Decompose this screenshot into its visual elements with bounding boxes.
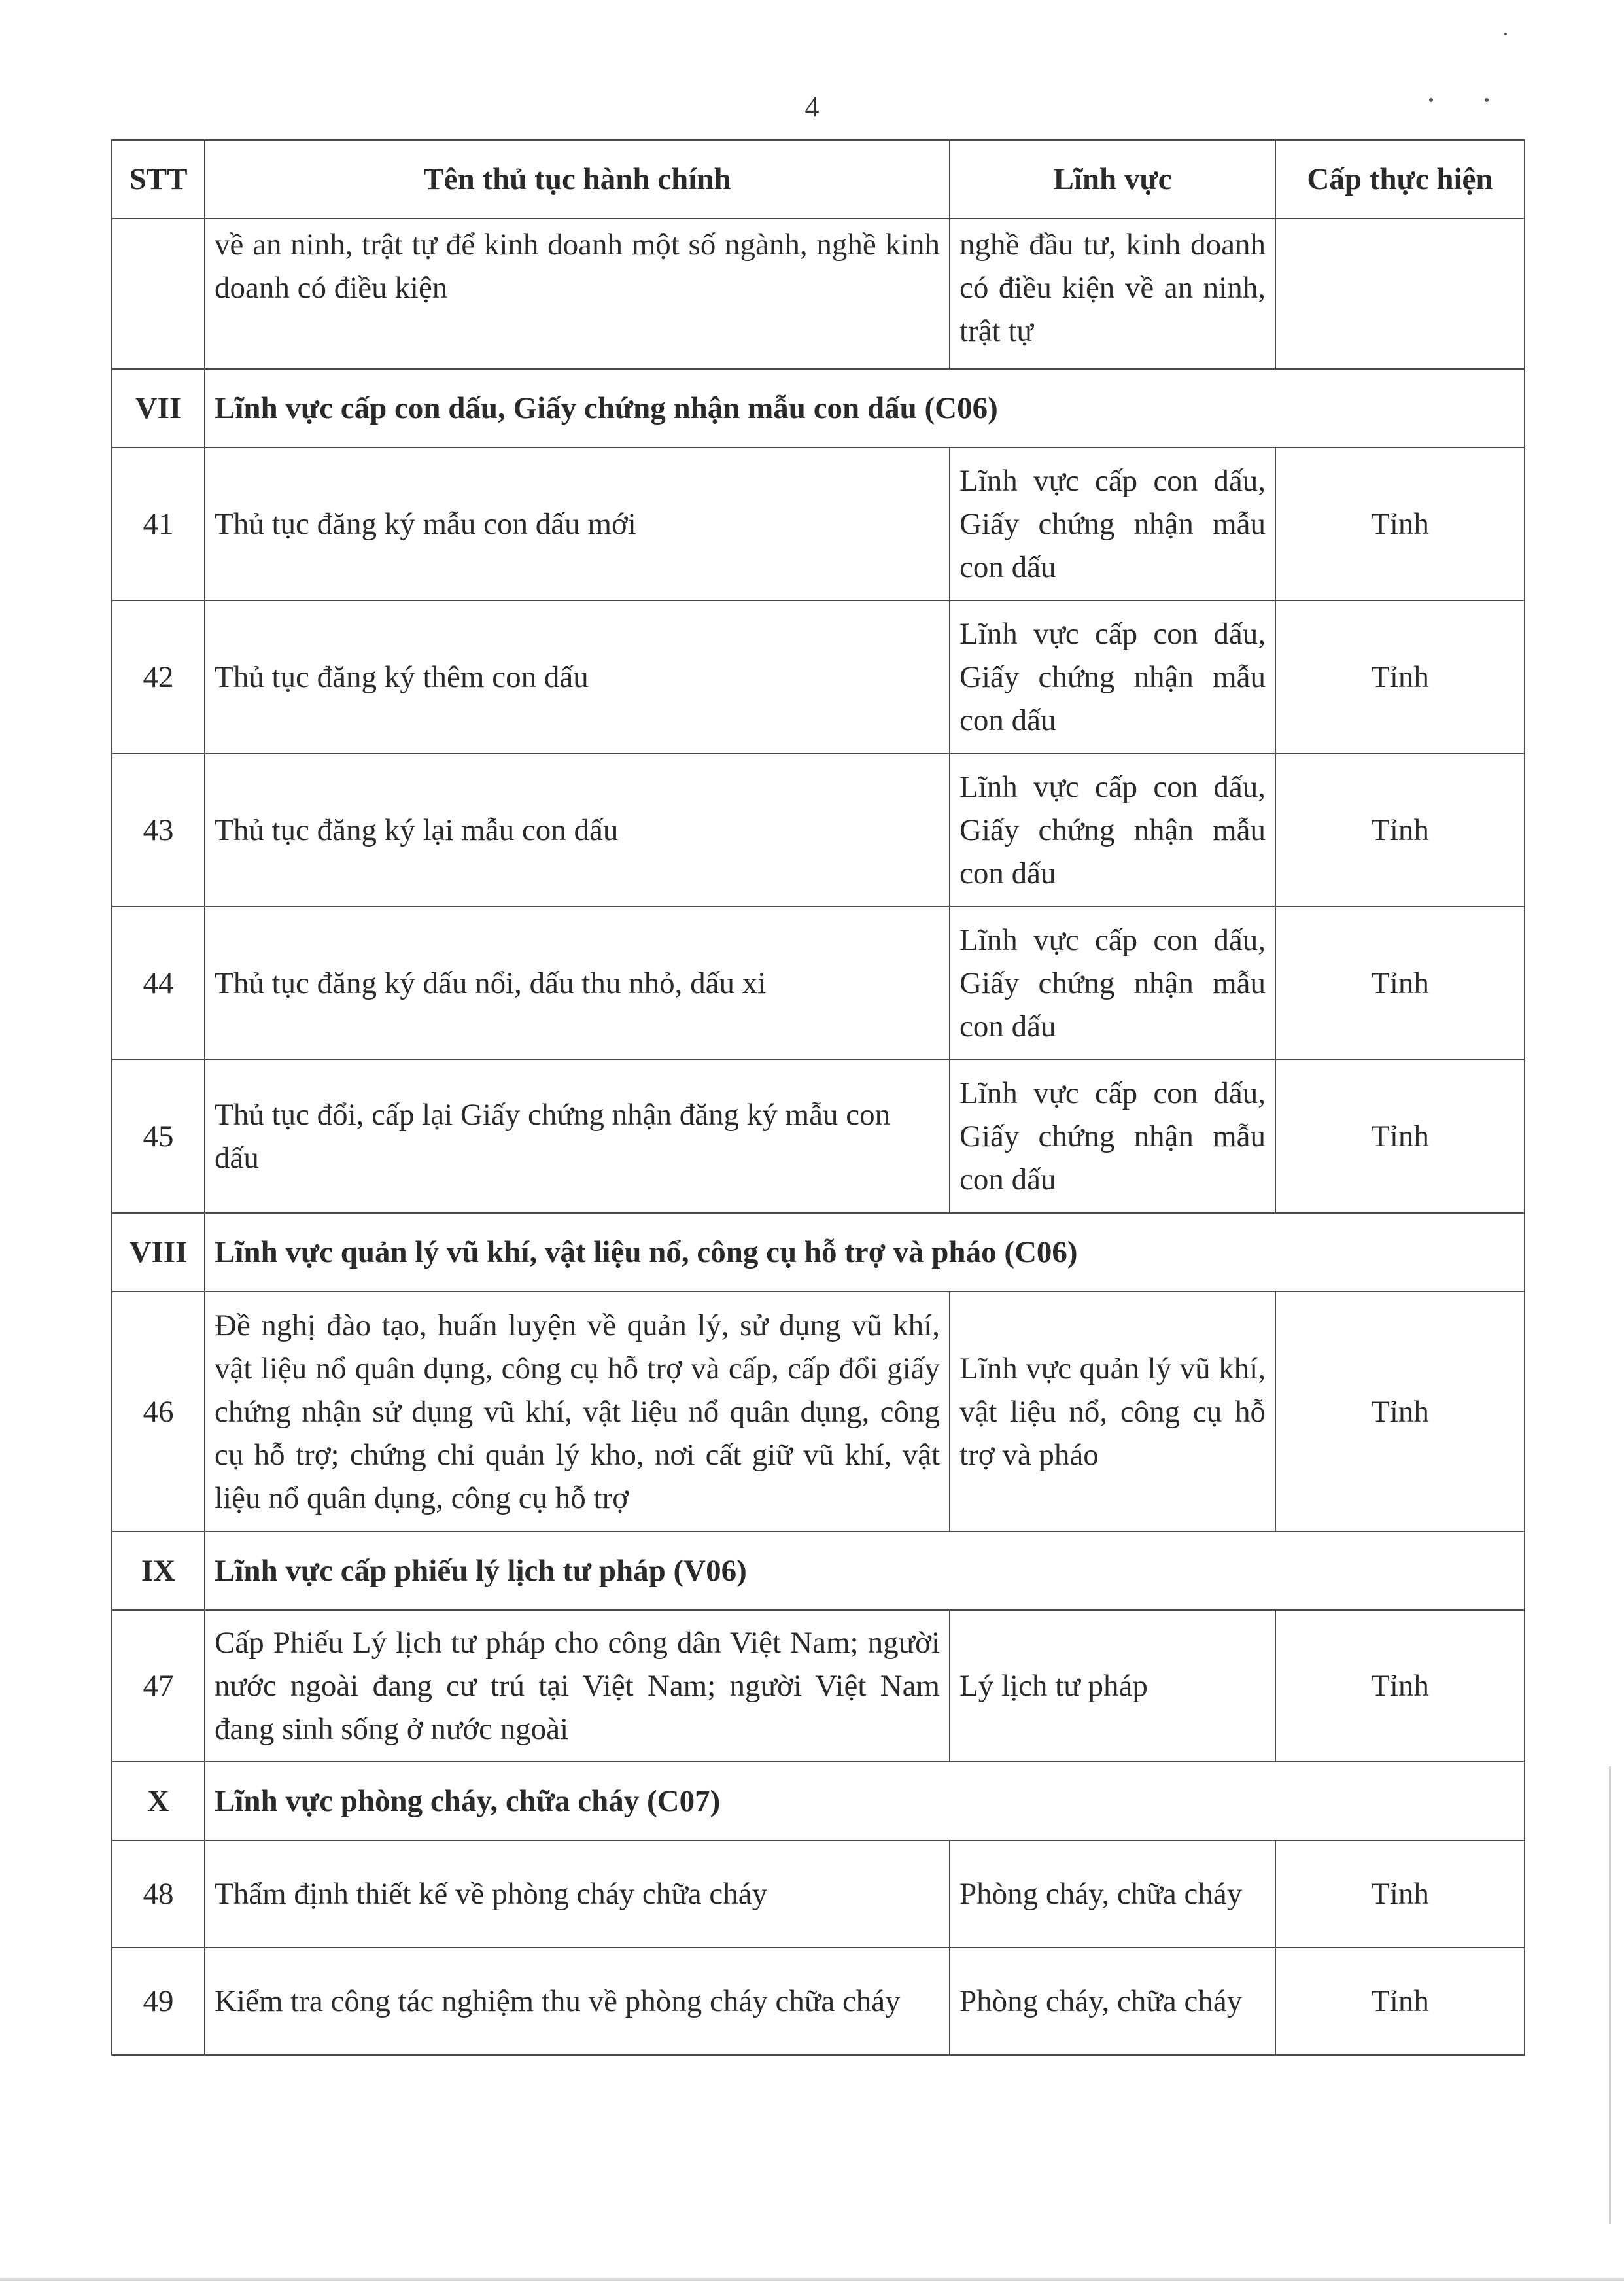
- cell-stt: 49: [112, 1948, 205, 2055]
- cell-stt: 45: [112, 1060, 205, 1213]
- scan-edge-line: [1609, 1766, 1611, 2224]
- cell-field: Lĩnh vực quản lý vũ khí, vật liệu nổ, công cụ hỗ trợ và pháo: [950, 1291, 1275, 1532]
- section-title: Lĩnh vực quản lý vũ khí, vật liệu nổ, công cụ hỗ trợ và pháo (C06): [205, 1213, 1525, 1291]
- section-code: X: [112, 1762, 205, 1840]
- cell-stt: 41: [112, 447, 205, 601]
- cell-field: Lĩnh vực cấp con dấu, Giấy chứng nhận mẫu con dấu: [950, 601, 1275, 754]
- table-row: [112, 1610, 1525, 1762]
- cell-field: Lĩnh vực cấp con dấu, Giấy chứng nhận mẫu con dấu: [950, 754, 1275, 907]
- cell-procedure-name: Cấp Phiếu Lý lịch tư pháp cho công dân Việt Nam; người nước ngoài đang cư trú tại Việt Nam; người Việt Nam đang sinh sống ở nước ngoài: [205, 1610, 950, 1762]
- section-row-viii: [112, 1213, 1525, 1291]
- cell-procedure-name: về an ninh, trật tự để kinh doanh một số ngành, nghề kinh doanh có điều kiện: [205, 219, 950, 369]
- cell-level: Tỉnh: [1275, 1610, 1525, 1762]
- cell-procedure-name: Thủ tục đăng ký lại mẫu con dấu: [205, 754, 950, 907]
- cell-field: Phòng cháy, chữa cháy: [950, 1840, 1275, 1948]
- scan-speck: [1485, 98, 1489, 102]
- cell-stt: 42: [112, 601, 205, 754]
- section-title: Lĩnh vực cấp con dấu, Giấy chứng nhận mẫu con dấu (C06): [205, 369, 1525, 447]
- header-procedure-name: Tên thủ tục hành chính: [205, 140, 950, 219]
- table-row: [112, 1948, 1525, 2055]
- cell-stt: 43: [112, 754, 205, 907]
- cell-field: Lý lịch tư pháp: [950, 1610, 1275, 1762]
- cell-level: Tỉnh: [1275, 601, 1525, 754]
- cell-stt: 48: [112, 1840, 205, 1948]
- section-row-x: [112, 1762, 1525, 1840]
- scan-speck: [1429, 98, 1433, 102]
- section-row-ix: [112, 1532, 1525, 1610]
- procedures-table: [111, 139, 1525, 2056]
- cell-stt: [112, 219, 205, 369]
- cell-level: Tỉnh: [1275, 907, 1525, 1060]
- section-row-vii: [112, 369, 1525, 447]
- cell-stt: 44: [112, 907, 205, 1060]
- scan-speck: [1504, 33, 1507, 35]
- scan-bottom-line: [0, 2278, 1624, 2281]
- cell-procedure-name: Thẩm định thiết kế về phòng cháy chữa cháy: [205, 1840, 950, 1948]
- cell-field: Lĩnh vực cấp con dấu, Giấy chứng nhận mẫu con dấu: [950, 447, 1275, 601]
- table-header-row: [112, 140, 1525, 219]
- header-field: Lĩnh vực: [950, 140, 1275, 219]
- table-row: [112, 1840, 1525, 1948]
- cell-procedure-name: Thủ tục đổi, cấp lại Giấy chứng nhận đăng ký mẫu con dấu: [205, 1060, 950, 1213]
- cell-level: [1275, 219, 1525, 369]
- table-row: [112, 1291, 1525, 1532]
- page-number: 4: [804, 91, 820, 123]
- cell-level: Tỉnh: [1275, 1948, 1525, 2055]
- cell-level: Tỉnh: [1275, 447, 1525, 601]
- cell-level: Tỉnh: [1275, 1291, 1525, 1532]
- section-title: Lĩnh vực cấp phiếu lý lịch tư pháp (V06): [205, 1532, 1525, 1610]
- table-row: [112, 1060, 1525, 1213]
- section-code: IX: [112, 1532, 205, 1610]
- cell-procedure-name: Thủ tục đăng ký mẫu con dấu mới: [205, 447, 950, 601]
- cell-field: Lĩnh vực cấp con dấu, Giấy chứng nhận mẫu con dấu: [950, 1060, 1275, 1213]
- table-row: [112, 601, 1525, 754]
- table-row-continuation: [112, 219, 1525, 369]
- cell-level: Tỉnh: [1275, 1060, 1525, 1213]
- section-code: VII: [112, 369, 205, 447]
- cell-stt: 46: [112, 1291, 205, 1532]
- cell-stt: 47: [112, 1610, 205, 1762]
- cell-level: Tỉnh: [1275, 754, 1525, 907]
- table-row: [112, 907, 1525, 1060]
- cell-level: Tỉnh: [1275, 1840, 1525, 1948]
- cell-field: Lĩnh vực cấp con dấu, Giấy chứng nhận mẫu con dấu: [950, 907, 1275, 1060]
- cell-procedure-name: Kiểm tra công tác nghiệm thu về phòng cháy chữa cháy: [205, 1948, 950, 2055]
- cell-procedure-name: Thủ tục đăng ký dấu nổi, dấu thu nhỏ, dấu xi: [205, 907, 950, 1060]
- table-row: [112, 754, 1525, 907]
- section-title: Lĩnh vực phòng cháy, chữa cháy (C07): [205, 1762, 1525, 1840]
- cell-procedure-name: Thủ tục đăng ký thêm con dấu: [205, 601, 950, 754]
- cell-field: Phòng cháy, chữa cháy: [950, 1948, 1275, 2055]
- cell-field: nghề đầu tư, kinh doanh có điều kiện về an ninh, trật tự: [950, 219, 1275, 369]
- header-stt: STT: [112, 140, 205, 219]
- header-level: Cấp thực hiện: [1275, 140, 1525, 219]
- section-code: VIII: [112, 1213, 205, 1291]
- table-row: [112, 447, 1525, 601]
- cell-procedure-name: Đề nghị đào tạo, huấn luyện về quản lý, sử dụng vũ khí, vật liệu nổ quân dụng, công cụ hỗ trợ và cấp, cấp đổi giấy chứng nhận sử dụng vũ khí, vật liệu nổ quân dụng, công cụ hỗ trợ; chứng chỉ quản lý kho, nơi cất giữ vũ khí, vật liệu nổ quân dụng, công cụ hỗ trợ: [205, 1291, 950, 1532]
